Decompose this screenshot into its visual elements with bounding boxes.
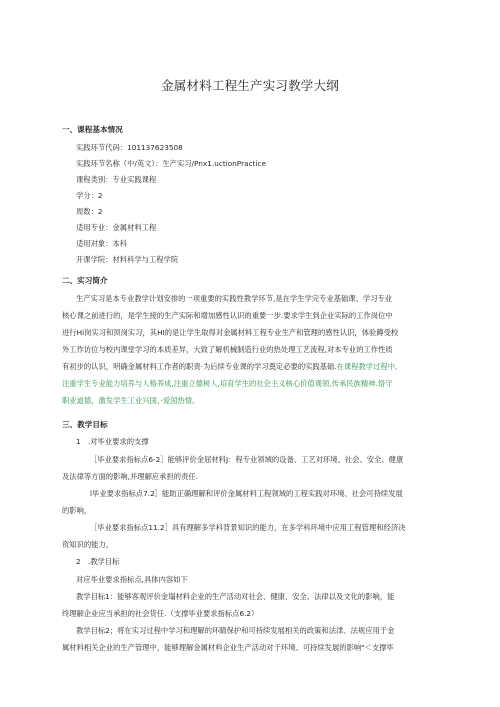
course-audience: 适用对象：本科	[76, 239, 128, 248]
subsection-heading: 2 .教学目标	[76, 557, 120, 566]
intro-highlight-line: 注重学生专业能力培养与人格养成,注重立德树人,培育学生的社会主义核心价值观领,传承民族精神.恪守	[62, 379, 393, 388]
subsection-heading: 1 .对毕业要求的支撑	[76, 437, 149, 446]
section-1-heading: 一、课程基本情况	[62, 125, 123, 134]
objective-line: 终理解企业应当承担的社会货任.（支撑毕业要求指标点6.2）	[62, 609, 259, 618]
intro-highlight-text: 在课程教学过程中,	[336, 362, 398, 371]
section-2-heading: 二、实习简介	[62, 276, 108, 285]
course-code: 实践环节代码：101137623508	[76, 143, 183, 152]
requirement-line: 及法律等方面的影响,并理解应承担的责任.	[62, 472, 198, 481]
objective-line: 对应毕业要求指标点,具体内容如下	[76, 575, 188, 584]
intro-line	[62, 362, 397, 372]
requirement-line: 资知识的能力，	[62, 540, 114, 549]
requirement-line: l毕业要求指标点7.2］能助正确理解和评价金属材料工程领域的工程实践对环境、社会可持续发展	[90, 489, 403, 498]
course-college: 开课学院：材料科学与工程学院	[76, 255, 179, 264]
course-credits: 学分：2	[76, 191, 103, 200]
course-category: 课程类别：专业实践课程	[76, 175, 157, 184]
intro-line: 外工作访位与校内课堂学习的本质差异，大致了解机械制造行业的热处理工艺流程,对本专业的工作性质	[62, 345, 393, 354]
intro-line: 进行Hi岗实习和顶岗实习，其HI的是让学生取得对金属材料工程专业生产和管理的感性认识，体验蹲受校	[62, 328, 399, 337]
intro-line: 核心课之前进行的，是学生接的生产实际和增加感性认识的重要一步.要求学生到企业实际的工作岗位中	[62, 311, 393, 320]
objective-line: 属材料相关企业的生产管理中，能够理解金属材料企业生产活动对于环境、可持续发展的影响"＜支撑毕	[62, 643, 394, 652]
objective-line: 教学目标1：能够客观评价金塌材料企业的生产活动对社会、健康、安全、法律以及文化的影响，能	[76, 592, 395, 601]
intro-line: 生产实习是本专业教学计划安排的一项重要的实践性教学环节,是在学生学完专业基础课、学习专业	[76, 294, 393, 303]
objective-line: 教学目标2；将在实习过程中学习和理解的环睛保护和可持续发展相关的政策和法津、法规应用于金	[76, 626, 395, 635]
requirement-line: ［毕业要求指标点11.2］具有理解多学科背景知识的能力，在多学科环境中应用工程管理和经济决	[90, 523, 406, 532]
intro-line-text: 有初步的认识，明确金属材料工作者的职责·为后续专业课的学习奠定必要的实践基础.	[62, 362, 337, 371]
course-name: 实践环节名称（中/英文）：生产实习/Pnx1.uctionPractice	[76, 159, 266, 168]
document-title: 金属材料工程生产实习教学大纲	[161, 78, 339, 93]
requirement-line: 的影响，	[62, 506, 92, 515]
section-3-heading: 三、教学目标	[62, 420, 108, 429]
course-weeks: 周数：2	[76, 207, 103, 216]
intro-highlight-line: 职业道德，激发学生工业兴国、·爱国热情。	[62, 396, 200, 405]
requirement-line: ［毕业要求指标点6-2］能够评价金屈材料J：程专业领域的设备、工艺对环境、社会、安全、健康	[90, 455, 404, 464]
course-major: 适用专业：金属材料工程	[76, 223, 157, 232]
